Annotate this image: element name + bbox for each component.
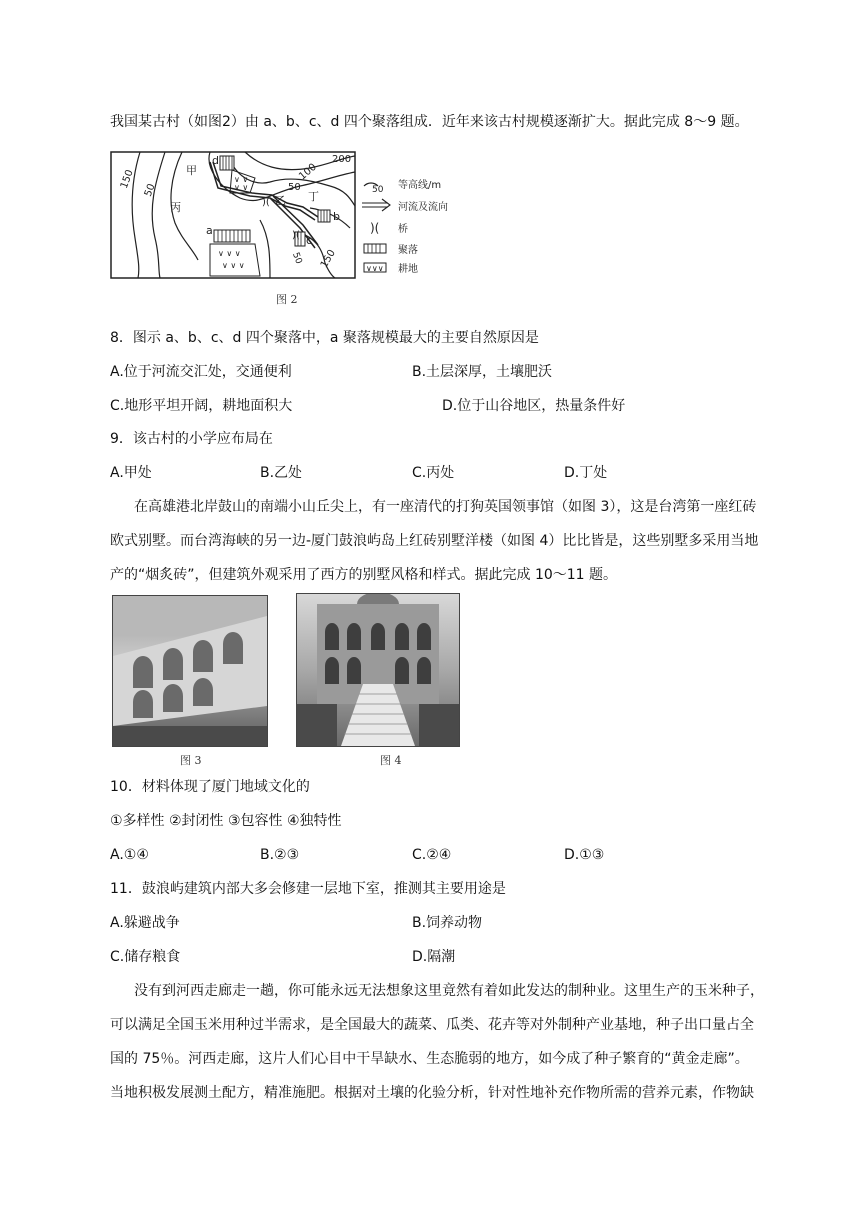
fig4-photo xyxy=(296,593,460,747)
q10-option-b: B.②③ xyxy=(260,847,300,863)
label-d: d xyxy=(212,154,219,167)
q8-option-c: C.地形平坦开阔，耕地面积大 xyxy=(110,398,293,414)
svg-text:∨ ∨: ∨ ∨ xyxy=(234,175,249,184)
q10-items: ①多样性 ②封闭性 ③包容性 ④独特性 xyxy=(110,813,342,829)
q11-option-d: D.隔潮 xyxy=(412,949,456,965)
building-illustration xyxy=(113,596,267,746)
q11-option-a: A.躲避战争 xyxy=(110,915,180,931)
q9-option-a: A.甲处 xyxy=(110,465,152,481)
contour-50-b: 50 xyxy=(288,182,301,193)
label-b: b xyxy=(333,210,340,223)
q10-stem: 10．材料体现了厦门地域文化的 xyxy=(110,779,310,795)
contour-50-c: 50 xyxy=(290,251,304,266)
contour-200: 200 xyxy=(332,154,352,165)
legend-contour-label: 等高线/m xyxy=(398,180,442,191)
label-a: a xyxy=(206,224,213,237)
intro-text-2-line-3: 产的“烟炙砖”，但建筑外观采用了西方的别墅风格和样式。据此完成 10～11 题。 xyxy=(110,567,618,583)
map-legend xyxy=(362,178,448,275)
q9-option-d: D.丁处 xyxy=(564,465,608,481)
svg-text:∨ ∨: ∨ ∨ xyxy=(234,183,249,192)
label-c: c xyxy=(306,234,313,247)
label-yi: 乙 xyxy=(275,194,286,207)
intro-text-2-line-1: 在高雄港北岸鼓山的南端小山丘尖上，有一座清代的打狗英国领事馆（如图 3），这是台湾第一座红砖 xyxy=(134,499,757,515)
q8-stem: 8．图示 a、b、c、d 四个聚落中，a 聚落规模最大的主要自然原因是 xyxy=(110,330,539,346)
q11-option-c: C.储存粮食 xyxy=(110,949,181,965)
legend-bridge-icon: )( xyxy=(370,221,380,235)
intro-text-3-line-2: 可以满足全国玉米用种过半需求，是全国最大的蔬菜、瓜类、花卉等对外制种产业基地，种子出口量占全 xyxy=(110,1017,754,1033)
legend-farmland-label: 耕地 xyxy=(398,264,418,275)
fig3-caption: 图 3 xyxy=(180,754,202,767)
q8-option-d: D.位于山谷地区，热量条件好 xyxy=(442,398,626,414)
legend-settlement-label: 聚落 xyxy=(398,245,418,256)
contour-150-b: 150 xyxy=(318,247,338,270)
q8-option-b: B.土层深厚，土壤肥沃 xyxy=(412,364,553,380)
contour-map-figure xyxy=(110,148,480,280)
intro-text-2-line-2: 欧式别墅。而台湾海峡的另一边-厦门鼓浪屿岛上红砖别墅洋楼（如图 4）比比皆是，这些别墅多采用当地 xyxy=(110,533,759,549)
svg-text:∨∨∨: ∨∨∨ xyxy=(366,264,384,273)
q10-option-c: C.②④ xyxy=(412,847,452,863)
q9-stem: 9．该古村的小学应布局在 xyxy=(110,431,273,447)
q11-option-b: B.饲养动物 xyxy=(412,915,483,931)
q9-option-c: C.丙处 xyxy=(412,465,455,481)
legend-river-icon xyxy=(362,199,390,211)
intro-text-1: 我国某古村（如图2）由 a、b、c、d 四个聚落组成．近年来该古村规模逐渐扩大。据此完成 8～9 题。 xyxy=(110,114,749,130)
q11-stem: 11．鼓浪屿建筑内部大多会修建一层地下室，推测其主要用途是 xyxy=(110,881,506,897)
legend-contour-value: 50 xyxy=(372,185,384,195)
svg-text:∨ ∨ ∨: ∨ ∨ ∨ xyxy=(218,249,241,258)
svg-text:)(: )( xyxy=(292,230,300,241)
legend-settlement-icon xyxy=(364,244,386,253)
contour-100: 100 xyxy=(297,161,319,183)
svg-text:)(: )( xyxy=(262,197,270,208)
intro-text-3-line-4: 当地积极发展测土配方，精准施肥。根据对土壤的化验分析，针对性地补充作物所需的营养元素，作物缺 xyxy=(110,1085,754,1101)
legend-bridge-label: 桥 xyxy=(398,224,408,235)
fig2-caption: 图 2 xyxy=(276,293,298,306)
label-ding: 丁 xyxy=(308,190,319,203)
contour-50-a: 50 xyxy=(142,182,158,199)
villa-illustration xyxy=(297,594,459,746)
fig3-photo xyxy=(112,595,268,747)
label-jia: 甲 xyxy=(186,164,197,177)
label-bing: 丙 xyxy=(170,201,181,214)
q9-option-b: B.乙处 xyxy=(260,465,303,481)
legend-river-label: 河流及流向 xyxy=(398,202,448,213)
q10-option-a: A.①④ xyxy=(110,847,149,863)
svg-text:∨ ∨ ∨: ∨ ∨ ∨ xyxy=(222,261,245,270)
q10-option-d: D.①③ xyxy=(564,847,605,863)
fig4-caption: 图 4 xyxy=(380,754,402,767)
q8-option-a: A.位于河流交汇处，交通便利 xyxy=(110,364,292,380)
intro-text-3-line-1: 没有到河西走廊走一趟，你可能永远无法想象这里竟然有着如此发达的制种业。这里生产的玉米种子， xyxy=(134,983,764,999)
intro-text-3-line-3: 国的 75％。河西走廊，这片人们心目中干旱缺水、生态脆弱的地方，如今成了种子繁育的“黄金走廊”。 xyxy=(110,1051,749,1067)
contour-150: 150 xyxy=(118,168,136,191)
